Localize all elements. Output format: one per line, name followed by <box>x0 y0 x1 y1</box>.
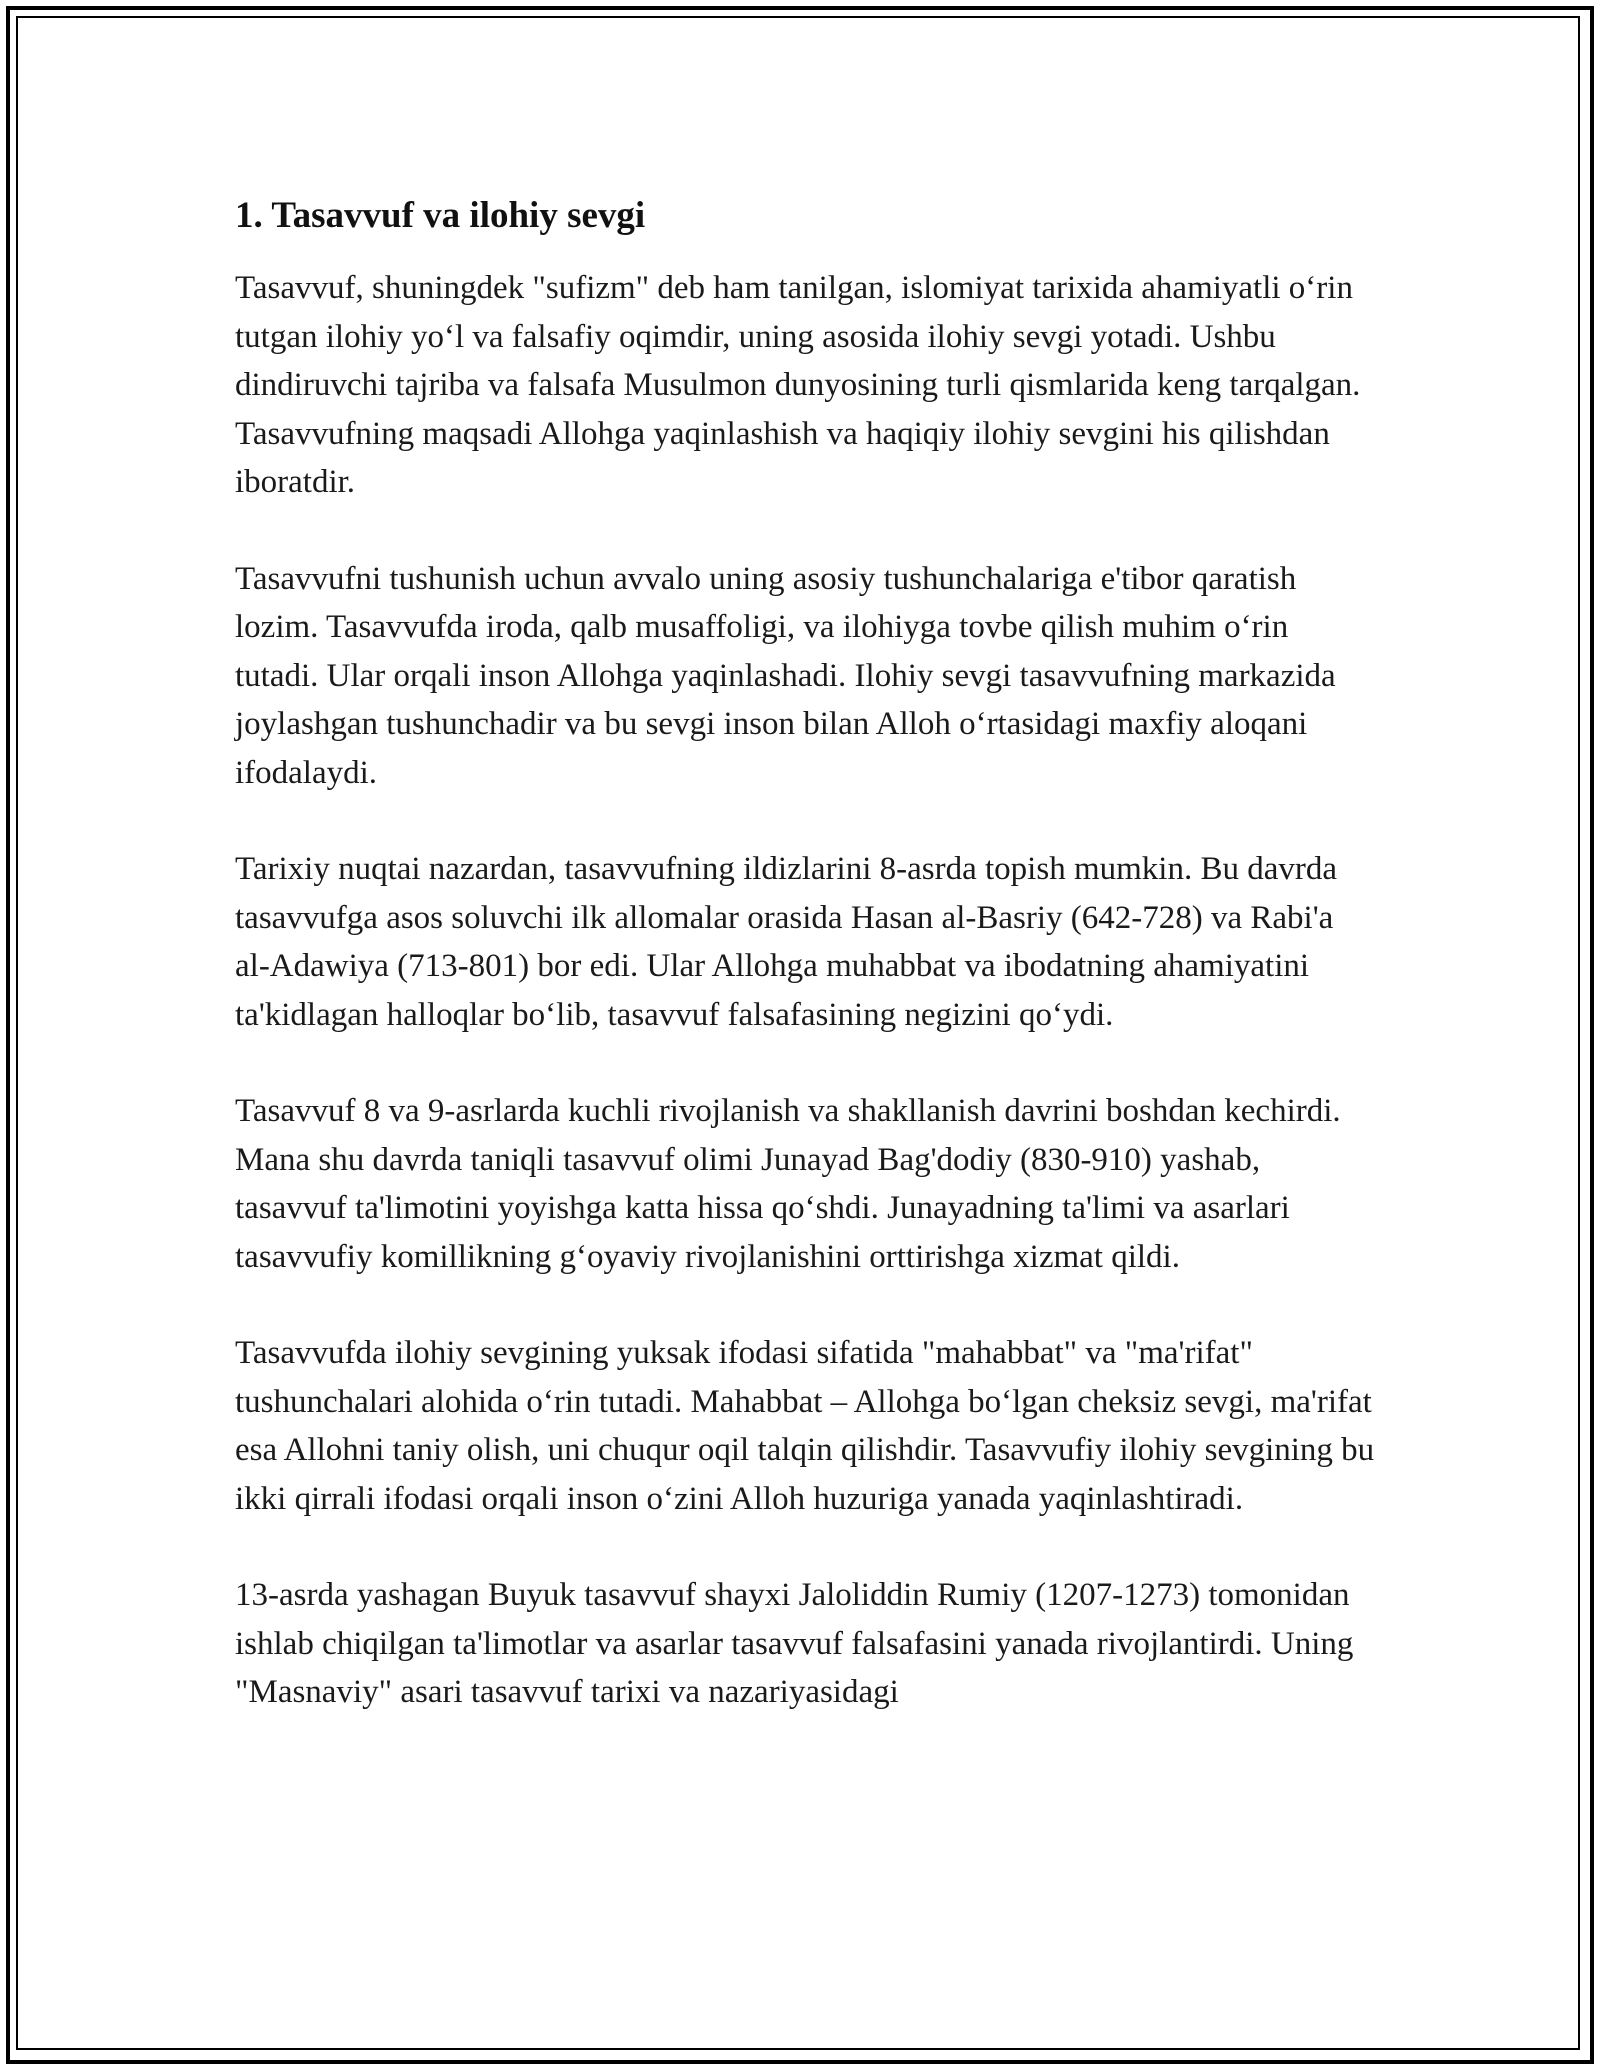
paragraph-5: Tasavvufda ilohiy sevgining yuksak ifodasi sifatida "mahabbat" va "ma'rifat" tushunchalari alohida o‘rin tutadi. Mahabbat – Allohga bo‘lgan cheksiz sevgi, ma'rifat esa Allohni taniy olish, uni chuqur oqil talqin qilishdir. Tasavvufiy ilohiy sevgining bu ikki qirrali ifodasi orqali inson o‘zini Alloh huzuriga yanada yaqinlashtiradi. <box>235 1335 1375 1517</box>
paragraph-1: Tasavvuf, shuningdek "sufizm" deb ham tanilgan, islomiyat tarixida ahamiyatli o‘rin tutgan ilohiy yo‘l va falsafiy oqimdir, uning asosida ilohiy sevgi yotadi. Ushbu dindiruvchi tajriba va falsafa Musulmon dunyosining turli qismlarida keng tarqalgan. Tasavvufning maqsadi Allohga yaqinlashish va haqiqiy ilohiy sevgini his qilishdan iboratdir. <box>235 270 1361 500</box>
section-heading: 1. Tasavvuf va ilohiy sevgi <box>235 195 646 236</box>
paragraph-4: Tasavvuf 8 va 9-asrlarda kuchli rivojlanish va shakllanish davrini boshdan kechirdi. Mana shu davrda taniqli tasavvuf olimi Junayad Bag'dodiy (830-910) yashab, tasavvuf ta'limotini yoyishga katta hissa qo‘shdi. Junayadning ta'limi va asarlari tasavvufiy komillikning g‘oyaviy rivojlanishini orttirishga xizmat qildi. <box>235 1093 1341 1275</box>
document-body <box>235 188 1375 1765</box>
paragraph-3: Tarixiy nuqtai nazardan, tasavvufning ildizlarini 8-asrda topish mumkin. Bu davrda tasavvufga asos soluvchi ilk allomalar orasida Hasan al-Basriy (642-728) va Rabi'a al-Adawiya (713-801) bor edi. Ular Allohga muhabbat va ibodatning ahamiyatini ta'kidlagan halloqlar bo‘lib, tasavvuf falsafasining negizini qo‘ydi. <box>235 851 1337 1033</box>
paragraph-2: Tasavvufni tushunish uchun avvalo uning asosiy tushunchalariga e'tibor qaratish lozim. Tasavvufda iroda, qalb musaffoligi, va ilohiyga tovbe qilish muhim o‘rin tutadi. Ular orqali inson Allohga yaqinlashadi. Ilohiy sevgi tasavvufning markazida joylashgan tushunchadir va bu sevgi inson bilan Alloh o‘rtasidagi maxfiy aloqani ifodalaydi. <box>235 560 1336 791</box>
paragraph-6: 13-asrda yashagan Buyuk tasavvuf shayxi Jaloliddin Rumiy (1207-1273) tomonidan ishlab chiqilgan ta'limotlar va asarlar tasavvuf falsafasini yanada rivojlantirdi. Uning "Masnaviy" asari tasavvuf tarixi va nazariyasidagi <box>235 1577 1354 1710</box>
